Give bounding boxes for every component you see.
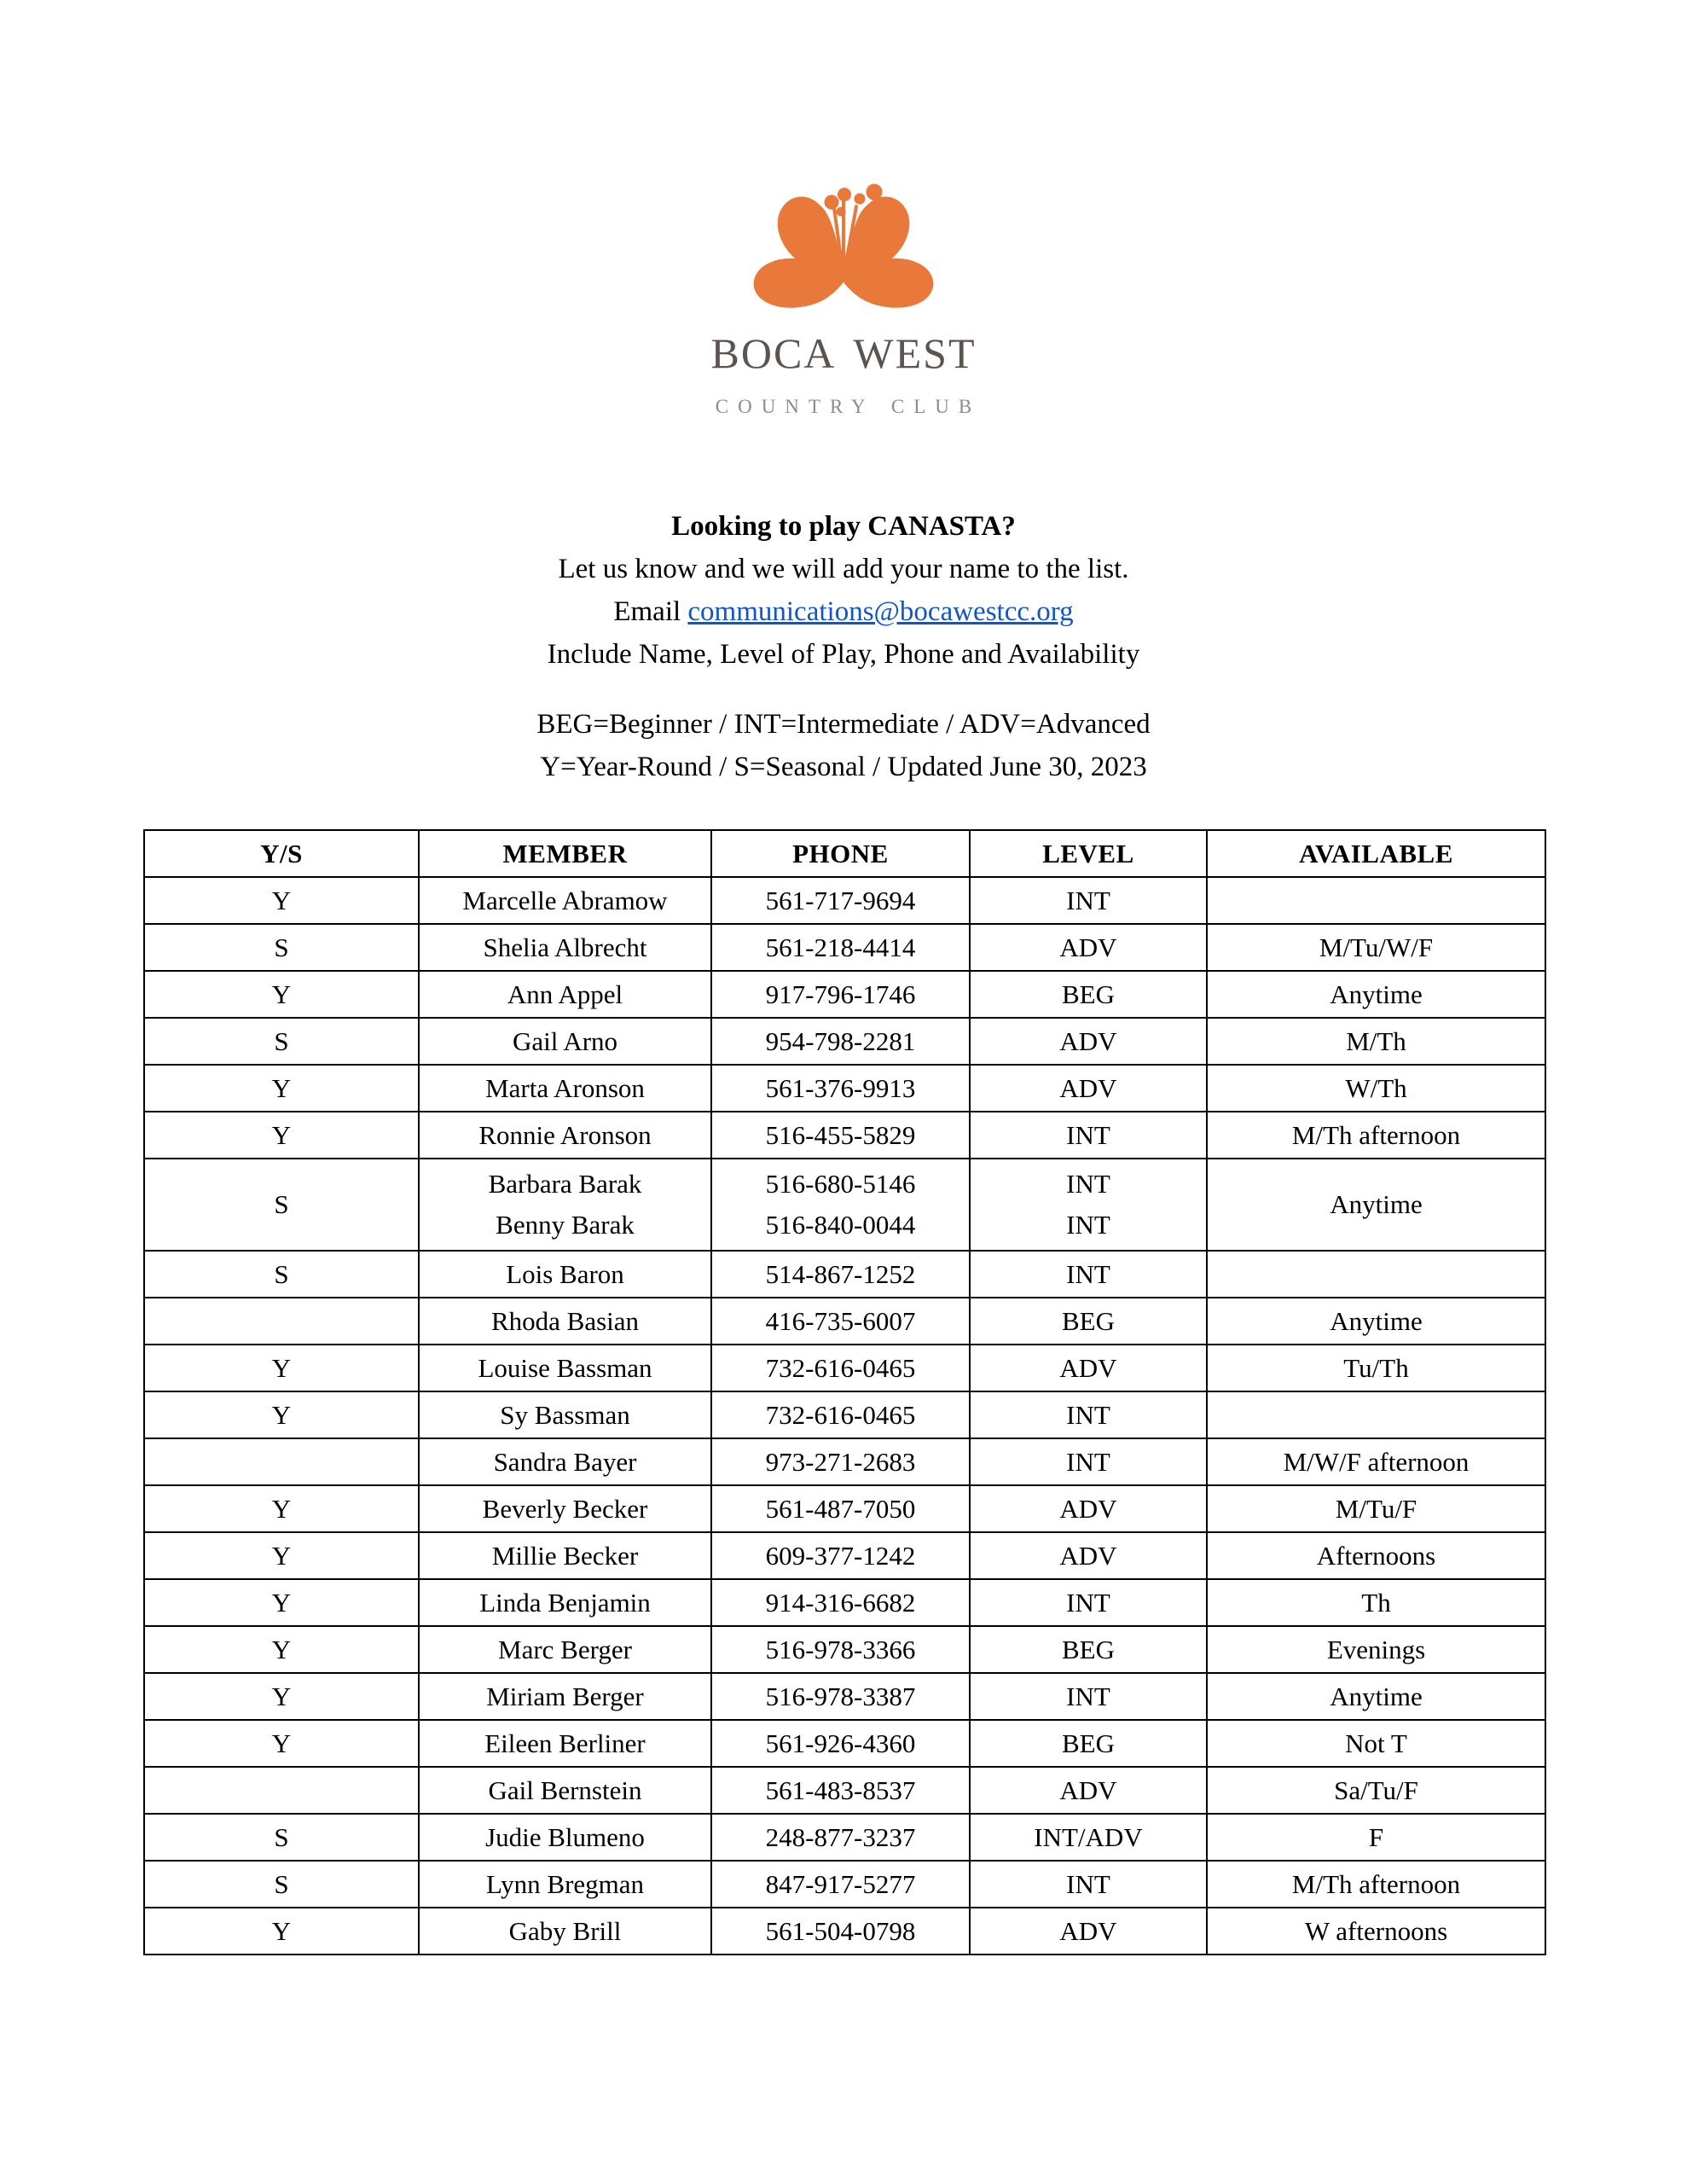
table-row bbox=[144, 1767, 1545, 1814]
cell-level: INT bbox=[970, 1112, 1207, 1159]
cell-level: ADV bbox=[970, 1532, 1207, 1579]
table-row bbox=[144, 1391, 1545, 1438]
cell-ys: Y bbox=[144, 1908, 419, 1955]
table-row bbox=[144, 1673, 1545, 1720]
cell-ys: Y bbox=[144, 877, 419, 924]
cell-level: BEG bbox=[970, 1720, 1207, 1767]
cell-available: Anytime bbox=[1207, 1673, 1545, 1720]
cell-level: INT bbox=[970, 1438, 1207, 1485]
hibiscus-flower-icon bbox=[745, 171, 942, 311]
cell-available: Anytime bbox=[1207, 971, 1545, 1018]
table-row bbox=[144, 1251, 1545, 1298]
table-row bbox=[144, 1018, 1545, 1065]
cell-level: ADV bbox=[970, 1018, 1207, 1065]
cell-level: INT bbox=[970, 1251, 1207, 1298]
cell-member: Millie Becker bbox=[419, 1532, 711, 1579]
cell-available: M/W/F afternoon bbox=[1207, 1438, 1545, 1485]
cell-ys: Y bbox=[144, 1112, 419, 1159]
cell-member: Gail Bernstein bbox=[419, 1767, 711, 1814]
cell-ys: S bbox=[144, 1159, 419, 1251]
cell-available: Th bbox=[1207, 1579, 1545, 1626]
logo-wordmark: boca west bbox=[710, 313, 977, 381]
cell-member-line-1: Barbara Barak bbox=[488, 1169, 642, 1199]
cell-phone: 954-798-2281 bbox=[711, 1018, 970, 1065]
legend-season: Y=Year-Round / S=Seasonal / Updated June 30, 2023 bbox=[540, 752, 1147, 782]
cell-member: Ronnie Aronson bbox=[419, 1112, 711, 1159]
cell-phone: 917-796-1746 bbox=[711, 971, 970, 1018]
table-row bbox=[144, 1861, 1545, 1908]
column-header-ys: Y/S bbox=[144, 830, 419, 877]
cell-level: INT bbox=[970, 1861, 1207, 1908]
cell-member: Judie Blumeno bbox=[419, 1814, 711, 1861]
cell-level: ADV bbox=[970, 1345, 1207, 1391]
cell-ys: S bbox=[144, 1018, 419, 1065]
cell-member: Eileen Berliner bbox=[419, 1720, 711, 1767]
cell-ys: S bbox=[144, 924, 419, 971]
cell-phone bbox=[711, 1159, 970, 1251]
cell-level: ADV bbox=[970, 924, 1207, 971]
cell-member: Sandra Bayer bbox=[419, 1438, 711, 1485]
cell-phone: 732-616-0465 bbox=[711, 1391, 970, 1438]
table-header-row bbox=[144, 830, 1545, 877]
cell-member: Marcelle Abramow bbox=[419, 877, 711, 924]
table-row bbox=[144, 1814, 1545, 1861]
cell-ys bbox=[144, 1438, 419, 1485]
cell-available: M/Th bbox=[1207, 1018, 1545, 1065]
legend-levels: BEG=Beginner / INT=Intermediate / ADV=Advanced bbox=[536, 709, 1151, 740]
cell-ys: S bbox=[144, 1814, 419, 1861]
cell-ys: Y bbox=[144, 1391, 419, 1438]
cell-phone: 609-377-1242 bbox=[711, 1532, 970, 1579]
roster-table-wrapper bbox=[143, 829, 1545, 1955]
intro-line-2: Let us know and we will add your name to the list. bbox=[558, 554, 1129, 584]
cell-phone: 847-917-5277 bbox=[711, 1861, 970, 1908]
cell-phone-line-2: 516-840-0044 bbox=[765, 1210, 916, 1240]
cell-ys: S bbox=[144, 1251, 419, 1298]
table-body bbox=[144, 877, 1545, 1955]
table-row bbox=[144, 1626, 1545, 1673]
cell-member: Lois Baron bbox=[419, 1251, 711, 1298]
cell-level: ADV bbox=[970, 1908, 1207, 1955]
cell-level-line-2: INT bbox=[1066, 1210, 1110, 1240]
table-row bbox=[144, 924, 1545, 971]
table-row bbox=[144, 971, 1545, 1018]
cell-available: M/Tu/F bbox=[1207, 1485, 1545, 1532]
cell-level: INT bbox=[970, 1673, 1207, 1720]
cell-phone: 416-735-6007 bbox=[711, 1298, 970, 1345]
cell-phone: 514-867-1252 bbox=[711, 1251, 970, 1298]
cell-phone: 561-483-8537 bbox=[711, 1767, 970, 1814]
cell-ys: Y bbox=[144, 971, 419, 1018]
cell-level: INT bbox=[970, 1391, 1207, 1438]
cell-available bbox=[1207, 1251, 1545, 1298]
cell-phone-line-1: 516-680-5146 bbox=[765, 1169, 916, 1199]
cell-member: Rhoda Basian bbox=[419, 1298, 711, 1345]
cell-level: INT bbox=[970, 1579, 1207, 1626]
cell-phone: 516-978-3366 bbox=[711, 1626, 970, 1673]
intro-spacer bbox=[0, 676, 1687, 703]
cell-phone: 561-487-7050 bbox=[711, 1485, 970, 1532]
cell-available: M/Tu/W/F bbox=[1207, 924, 1545, 971]
cell-member: Linda Benjamin bbox=[419, 1579, 711, 1626]
cell-ys: Y bbox=[144, 1720, 419, 1767]
cell-member: Gaby Brill bbox=[419, 1908, 711, 1955]
cell-member: Shelia Albrecht bbox=[419, 924, 711, 971]
intro-title: Looking to play CANASTA? bbox=[671, 511, 1016, 542]
column-header-member: MEMBER bbox=[419, 830, 711, 877]
cell-level: INT bbox=[970, 877, 1207, 924]
table-row bbox=[144, 1532, 1545, 1579]
table-row bbox=[144, 1485, 1545, 1532]
cell-member: Beverly Becker bbox=[419, 1485, 711, 1532]
cell-ys: Y bbox=[144, 1626, 419, 1673]
cell-phone: 516-455-5829 bbox=[711, 1112, 970, 1159]
cell-ys: Y bbox=[144, 1065, 419, 1112]
cell-member-line-2: Benny Barak bbox=[496, 1210, 635, 1240]
cell-available: Sa/Tu/F bbox=[1207, 1767, 1545, 1814]
cell-member: Sy Bassman bbox=[419, 1391, 711, 1438]
column-header-phone: PHONE bbox=[711, 830, 970, 877]
table-row bbox=[144, 1298, 1545, 1345]
logo-subtitle: country club bbox=[715, 389, 982, 421]
cell-phone: 732-616-0465 bbox=[711, 1345, 970, 1391]
cell-phone: 973-271-2683 bbox=[711, 1438, 970, 1485]
cell-phone: 561-926-4360 bbox=[711, 1720, 970, 1767]
column-header-available: AVAILABLE bbox=[1207, 830, 1545, 877]
cell-phone: 561-376-9913 bbox=[711, 1065, 970, 1112]
cell-member: Louise Bassman bbox=[419, 1345, 711, 1391]
cell-ys bbox=[144, 1767, 419, 1814]
cell-member bbox=[419, 1159, 711, 1251]
column-header-level: LEVEL bbox=[970, 830, 1207, 877]
table-row bbox=[144, 877, 1545, 924]
cell-member: Gail Arno bbox=[419, 1018, 711, 1065]
intro-line-4: Include Name, Level of Play, Phone and Availability bbox=[547, 639, 1140, 670]
cell-member: Ann Appel bbox=[419, 971, 711, 1018]
cell-ys: Y bbox=[144, 1345, 419, 1391]
cell-level: INT/ADV bbox=[970, 1814, 1207, 1861]
cell-ys: Y bbox=[144, 1532, 419, 1579]
cell-available: W afternoons bbox=[1207, 1908, 1545, 1955]
cell-ys bbox=[144, 1298, 419, 1345]
intro-email-line bbox=[0, 590, 1687, 633]
cell-level: ADV bbox=[970, 1065, 1207, 1112]
cell-level: BEG bbox=[970, 971, 1207, 1018]
cell-phone: 561-717-9694 bbox=[711, 877, 970, 924]
club-logo bbox=[0, 171, 1687, 421]
cell-available: Evenings bbox=[1207, 1626, 1545, 1673]
table-row bbox=[144, 1720, 1545, 1767]
cell-phone: 561-504-0798 bbox=[711, 1908, 970, 1955]
cell-available: F bbox=[1207, 1814, 1545, 1861]
intro-text-block bbox=[0, 505, 1687, 788]
cell-member: Marc Berger bbox=[419, 1626, 711, 1673]
cell-member: Miriam Berger bbox=[419, 1673, 711, 1720]
cell-level: ADV bbox=[970, 1485, 1207, 1532]
table-row bbox=[144, 1438, 1545, 1485]
cell-ys: S bbox=[144, 1861, 419, 1908]
cell-available: Anytime bbox=[1207, 1298, 1545, 1345]
cell-ys: Y bbox=[144, 1673, 419, 1720]
cell-available: W/Th bbox=[1207, 1065, 1545, 1112]
table-row bbox=[144, 1112, 1545, 1159]
cell-available bbox=[1207, 877, 1545, 924]
cell-ys: Y bbox=[144, 1485, 419, 1532]
table-row bbox=[144, 1159, 1545, 1251]
cell-available: Not T bbox=[1207, 1720, 1545, 1767]
cell-available bbox=[1207, 1391, 1545, 1438]
cell-available: Afternoons bbox=[1207, 1532, 1545, 1579]
cell-available: M/Th afternoon bbox=[1207, 1112, 1545, 1159]
cell-phone: 561-218-4414 bbox=[711, 924, 970, 971]
cell-member: Marta Aronson bbox=[419, 1065, 711, 1112]
canasta-roster-table bbox=[143, 829, 1546, 1955]
email-prefix-label: Email bbox=[613, 596, 688, 627]
cell-ys: Y bbox=[144, 1579, 419, 1626]
cell-available: Tu/Th bbox=[1207, 1345, 1545, 1391]
cell-level bbox=[970, 1159, 1207, 1251]
table-header bbox=[144, 830, 1545, 877]
cell-level: BEG bbox=[970, 1626, 1207, 1673]
table-row bbox=[144, 1345, 1545, 1391]
cell-available: Anytime bbox=[1207, 1159, 1545, 1251]
cell-level-line-1: INT bbox=[1066, 1169, 1110, 1199]
table-row bbox=[144, 1579, 1545, 1626]
cell-available: M/Th afternoon bbox=[1207, 1861, 1545, 1908]
table-row bbox=[144, 1065, 1545, 1112]
table-row bbox=[144, 1908, 1545, 1955]
cell-level: ADV bbox=[970, 1767, 1207, 1814]
cell-member: Lynn Bregman bbox=[419, 1861, 711, 1908]
email-link[interactable]: communications@bocawestcc.org bbox=[687, 596, 1074, 627]
cell-level: BEG bbox=[970, 1298, 1207, 1345]
cell-phone: 248-877-3237 bbox=[711, 1814, 970, 1861]
cell-phone: 516-978-3387 bbox=[711, 1673, 970, 1720]
cell-phone: 914-316-6682 bbox=[711, 1579, 970, 1626]
